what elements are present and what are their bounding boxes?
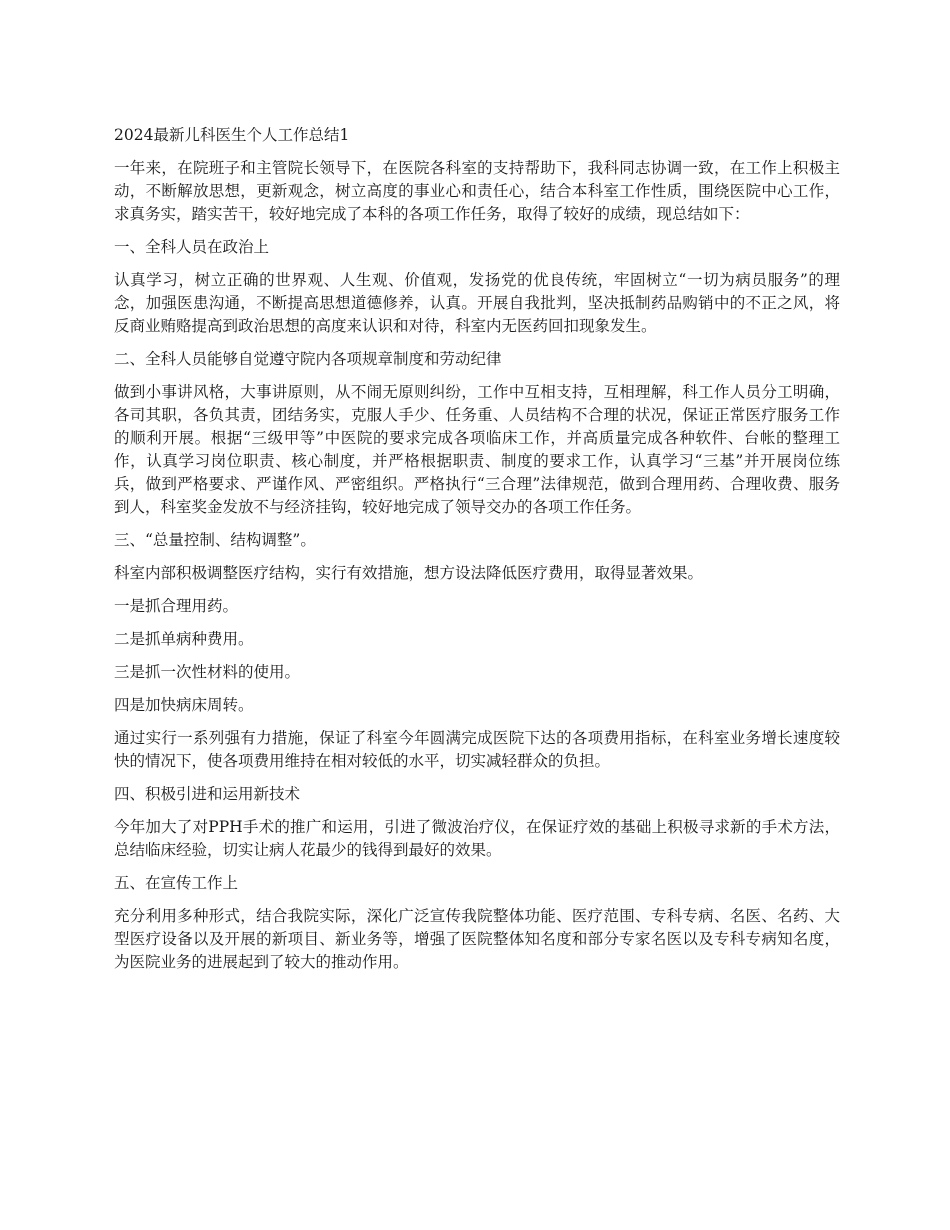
paragraph-publicity: 充分利用多种形式，结合我院实际，深化广泛宣传我院整体功能、医疗范围、专科专病、名医、名药、大型医疗设备以及开展的新项目、新业务等，增强了医院整体知名度和部分专家名医以及专科专病知名度，为医院业务的进展起到了较大的推动作用。 — [114, 907, 840, 971]
document-title: 2024最新儿科医生个人工作总结1 — [114, 126, 350, 144]
list-item-4: 四是加快病床周转。 — [114, 696, 254, 714]
paragraph-measures: 通过实行一系列强有力措施，保证了科室今年圆满完成医院下达的各项费用指标，在科室业务增长速度较快的情况下，使各项费用维持在相对较低的水平，切实减轻群众的负担。 — [114, 729, 840, 770]
paragraph-intro: 一年来，在院班子和主管院长领导下，在医院各科室的支持帮助下，我科同志协调一致，在工作上积极主动，不断解放思想，更新观念，树立高度的事业心和责任心，结合本科室工作性质，围绕医院中心工作，求真务实，踏实苦干，较好地完成了本科的各项工作任务，取得了较好的成绩，现总结如下： — [114, 159, 840, 223]
section-heading-4: 四、积极引进和运用新技术 — [114, 785, 301, 803]
section-heading-1: 一、全科人员在政治上 — [114, 238, 270, 256]
section-heading-2: 二、全科人员能够自觉遵守院内各项规章制度和劳动纪律 — [114, 350, 502, 368]
paragraph-discipline: 做到小事讲风格，大事讲原则，从不闹无原则纠纷，工作中互相支持，互相理解，科工作人员分工明确，各司其职，各负其责，团结务实，克服人手少、任务重、人员结构不合理的状况，保证正常医疗服务工作的顺利开展。根据“三级甲等”中医院的要求完成各项临床工作，并高质量完成各种软件、台帐的整理工作，认真学习岗位职责、核心制度，并严格根据职责、制度的要求工作，认真学习“三基”并开展岗位练兵，做到严格要求、严谨作风、严密组织。严格执行“三合理”法律规范，做到合理用药、合理收费、服务到人，科室奖金发放不与经济挂钩，较好地完成了领导交办的各项工作任务。 — [114, 383, 840, 516]
paragraph-technology: 今年加大了对PPH手术的推广和运用，引进了微波治疗仪，在保证疗效的基础上积极寻求新的手术方法，总结临床经验，切实让病人花最少的钱得到最好的效果。 — [114, 818, 840, 859]
list-item-3: 三是抓一次性材料的使用。 — [114, 663, 301, 681]
section-heading-5: 五、在宣传工作上 — [114, 874, 239, 892]
paragraph-politics: 认真学习，树立正确的世界观、人生观、价值观，发扬党的优良传统，牢固树立“一切为病员服务”的理念，加强医患沟通，不断提高思想道德修养，认真。开展自我批判，坚决抵制药品购销中的不正之风，将反商业贿赂提高到政治思想的高度来认识和对待，科室内无医药回扣现象发生。 — [114, 271, 840, 335]
document-page — [114, 124, 840, 984]
list-item-1: 一是抓合理用药。 — [114, 597, 239, 615]
paragraph-structure: 科室内部积极调整医疗结构，实行有效措施，想方设法降低医疗费用，取得显著效果。 — [114, 564, 704, 582]
list-item-2: 二是抓单病种费用。 — [114, 630, 254, 648]
section-heading-3: 三、“总量控制、结构调整”。 — [114, 531, 316, 549]
